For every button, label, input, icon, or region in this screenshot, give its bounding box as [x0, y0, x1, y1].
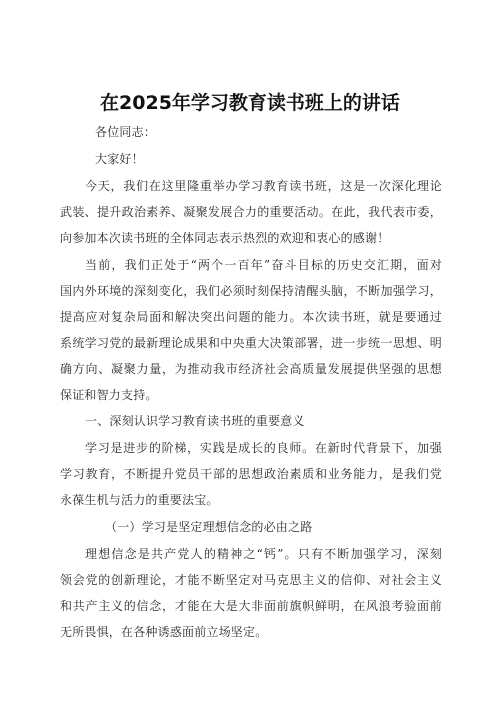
paragraph-line: 学习是进步的阶梯，实践是成长的良师。在新时代背景下，加强 — [85, 441, 442, 455]
paragraph-line: 国内外环境的深刻变化，我们必须时刻保持清醒头脑，不断加强学习， — [60, 284, 442, 298]
paragraph-line: 提高应对复杂局面和解决突出问题的能力。本次读书班，就是要通过 — [60, 310, 442, 324]
paragraph-line: 武装、提升政治素养、凝聚发展合力的重要活动。在此，我代表市委， — [60, 205, 442, 219]
paragraph-line: 确方向、凝聚力量，为推动我市经济社会高质量发展提供坚强的思想 — [60, 362, 442, 376]
paragraph-line: 和共产主义的信念，才能在大是大非面前旗帜鲜明，在风浪考验面前 — [60, 599, 442, 613]
paragraph-line: 今天，我们在这里隆重举办学习教育读书班，这是一次深化理论 — [85, 179, 442, 193]
paragraph-line: 向参加本次读书班的全体同志表示热烈的欢迎和衷心的感谢！ — [60, 231, 390, 245]
paragraph-line: 永葆生机与活力的重要法宝。 — [60, 493, 219, 507]
salutation: 各位同志： — [95, 125, 157, 139]
paragraph-line: 系统学习党的最新理论成果和中央重大决策部署，进一步统一思想、明 — [60, 336, 442, 350]
paragraph-line: 领会党的创新理论，才能不断坚定对马克思主义的信仰、对社会主义 — [60, 573, 442, 587]
paragraph-line: 当前，我们正处于“两个一百年”奋斗目标的历史交汇期，面对 — [85, 258, 442, 272]
paragraph-line: 学习教育，不断提升党员干部的思想政治素质和业务能力，是我们党 — [60, 467, 442, 481]
section-heading: 一、深刻认识学习教育读书班的重要意义 — [85, 414, 305, 428]
subsection-heading: （一）学习是坚定理想信念的必由之路 — [105, 520, 313, 534]
greeting: 大家好！ — [95, 152, 144, 166]
paragraph-line: 保证和智力支持。 — [60, 388, 158, 402]
paragraph-line: 无所畏惧，在各种诱惑面前立场坚定。 — [60, 625, 268, 639]
paragraph-line: 理想信念是共产党人的精神之“钙”。只有不断加强学习，深刻 — [85, 547, 442, 561]
document-title: 在2025年学习教育读书班上的讲话 — [100, 92, 400, 114]
